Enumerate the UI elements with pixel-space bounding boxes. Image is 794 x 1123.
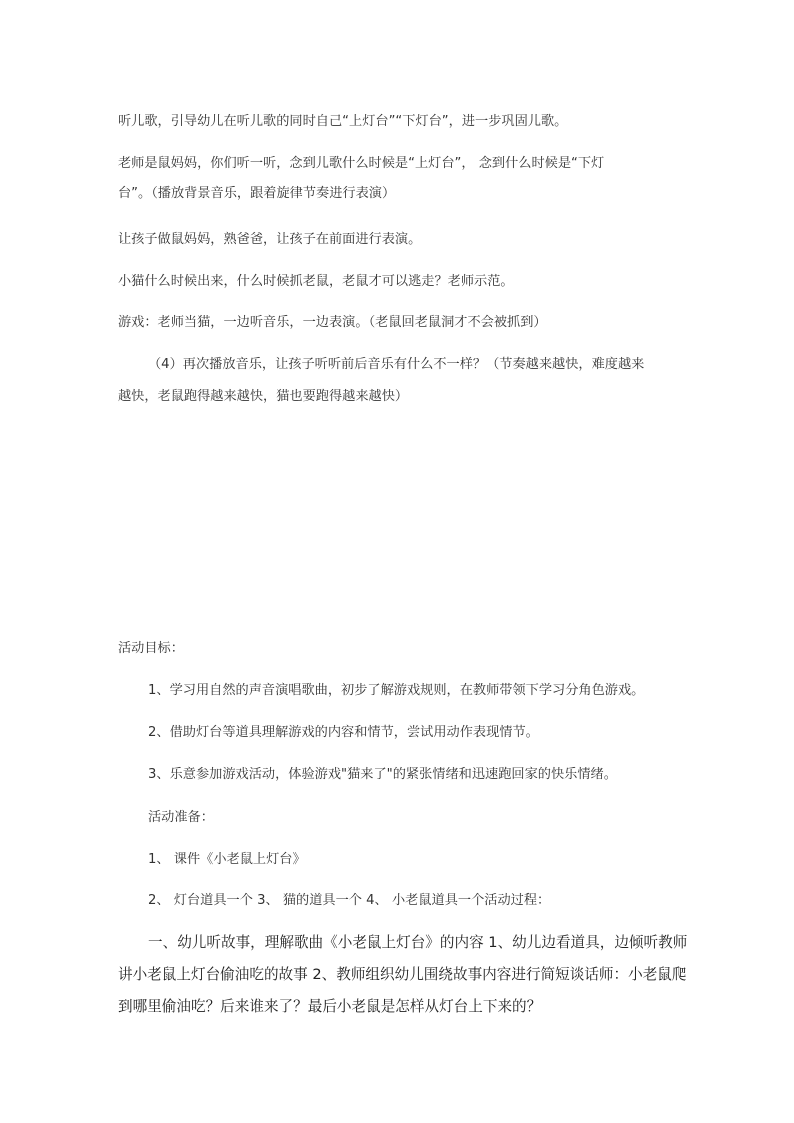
goal-item-1: 1、学习用自然的声音演唱歌曲，初步了解游戏规则，在教师带领下学习分角色游戏。 <box>148 683 645 698</box>
paragraph-kitten-question: 小猫什么时候出来，什么时候抓老鼠，老鼠才可以逃走？老师示范。 <box>118 274 514 289</box>
paragraph-listen-song: 听儿歌，引导幼儿在听儿歌的同时自己“上灯台”“下灯台”，进一步巩固儿歌。 <box>118 114 568 129</box>
process-line-1: 一、幼儿听故事，理解歌曲《小老鼠上灯台》的内容 1、幼儿边看道具，边倾听教师 <box>148 934 688 951</box>
goals-heading: 活动目标： <box>118 641 184 656</box>
process-line-2: 讲小老鼠上灯台偷油吃的故事 2、教师组织幼儿围绕故事内容进行简短谈话师：小老鼠爬 <box>118 966 687 983</box>
process-line-3: 到哪里偷油吃？后来谁来了？最后小老鼠是怎样从灯台上下来的？ <box>118 998 542 1015</box>
paragraph-replay-music-line1: （4）再次播放音乐，让孩子听听前后音乐有什么不一样？（节奏越来越快，难度越来 <box>148 357 645 372</box>
paragraph-mouse-mother-line2: 台”。（播放背景音乐，跟着旋律节奏进行表演） <box>118 186 396 201</box>
prep-item-2: 2、 灯台道具一个 3、 猫的道具一个 4、 小老鼠道具一个活动过程： <box>148 893 551 908</box>
paragraph-game: 游戏：老师当猫，一边听音乐，一边表演。（老鼠回老鼠洞才不会被抓到） <box>118 315 547 330</box>
goal-item-3: 3、乐意参加游戏活动，体验游戏"猫来了"的紧张情绪和迅速跑回家的快乐情绪。 <box>148 767 617 782</box>
prep-heading: 活动准备： <box>148 810 214 825</box>
goal-item-2: 2、借助灯台等道具理解游戏的内容和情节，尝试用动作表现情节。 <box>148 725 539 740</box>
prep-item-1: 1、 课件《小老鼠上灯台》 <box>148 852 306 867</box>
paragraph-children-perform: 让孩子做鼠妈妈，熟爸爸，让孩子在前面进行表演。 <box>118 232 422 247</box>
paragraph-replay-music-line2: 越快，老鼠跑得越来越快，猫也要跑得越来越快） <box>118 389 409 404</box>
paragraph-mouse-mother-line1: 老师是鼠妈妈，你们听一听，念到儿歌什么时候是“上灯台”， 念到什么时候是“下灯 <box>118 156 605 171</box>
